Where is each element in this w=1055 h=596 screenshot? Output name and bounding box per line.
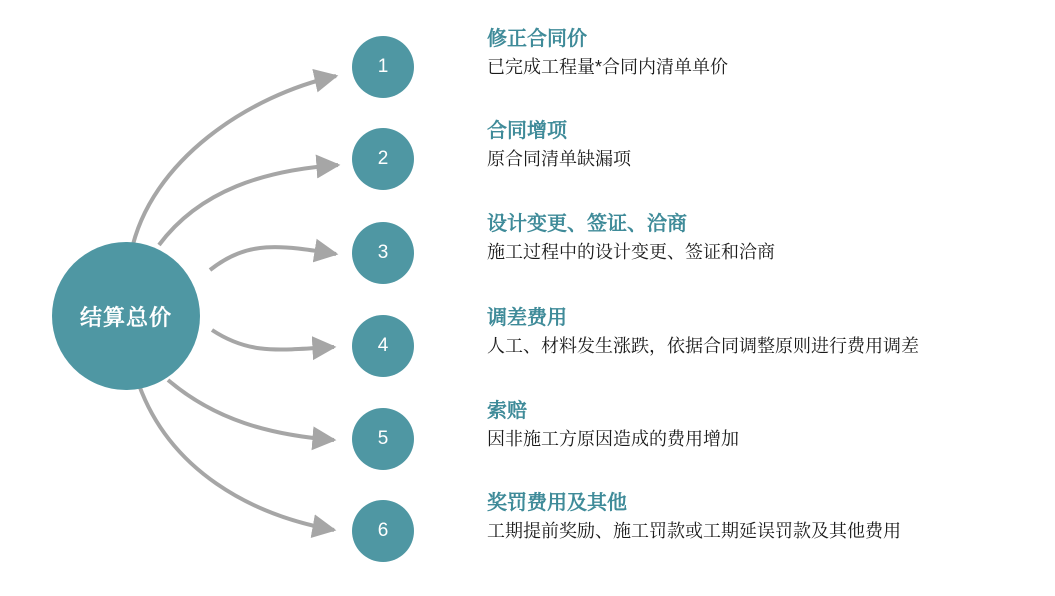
step-item-4 (487, 305, 1047, 358)
step-item-6 (487, 490, 1047, 543)
step-item-title: 设计变更、签证、洽商 (487, 211, 687, 235)
step-node-6[interactable] (352, 500, 414, 562)
step-item-description: 因非施工方原因造成的费用增加 (487, 429, 739, 449)
step-item-3 (487, 211, 1047, 264)
step-node-number: 6 (377, 520, 389, 541)
step-item-1 (487, 26, 1047, 79)
step-node-5[interactable] (352, 408, 414, 470)
step-node-number: 5 (377, 428, 389, 449)
step-item-2 (487, 118, 1047, 171)
step-item-title: 索赔 (487, 398, 527, 422)
arrow-to-node-5 (168, 380, 334, 440)
step-item-description: 工期提前奖励、施工罚款或工期延误罚款及其他费用 (487, 521, 901, 541)
arrow-to-node-3 (210, 247, 336, 270)
step-node-number: 2 (377, 148, 389, 169)
step-node-2[interactable] (352, 128, 414, 190)
hub-node[interactable] (52, 242, 200, 390)
step-item-description: 施工过程中的设计变更、签证和洽商 (487, 242, 775, 262)
arrow-to-node-2 (159, 165, 338, 245)
step-item-description: 已完成工程量*合同内清单单价 (487, 57, 729, 77)
step-item-title: 奖罚费用及其他 (487, 490, 627, 514)
step-node-3[interactable] (352, 222, 414, 284)
arrow-to-node-6 (139, 385, 334, 530)
step-item-title: 修正合同价 (487, 26, 587, 50)
step-node-number: 4 (377, 335, 389, 356)
step-node-number: 3 (377, 242, 389, 263)
arrow-to-node-1 (131, 76, 336, 253)
step-item-title: 合同增项 (487, 118, 567, 142)
step-node-4[interactable] (352, 315, 414, 377)
step-item-title: 调差费用 (487, 305, 567, 329)
step-item-description: 人工、材料发生涨跌，依据合同调整原则进行费用调差 (487, 336, 919, 356)
step-item-description: 原合同清单缺漏项 (487, 149, 631, 169)
step-node-1[interactable] (352, 36, 414, 98)
arrow-to-node-4 (212, 330, 334, 350)
hub-label: 结算总价 (79, 304, 172, 330)
step-node-number: 1 (377, 56, 389, 77)
step-item-5 (487, 398, 1047, 451)
